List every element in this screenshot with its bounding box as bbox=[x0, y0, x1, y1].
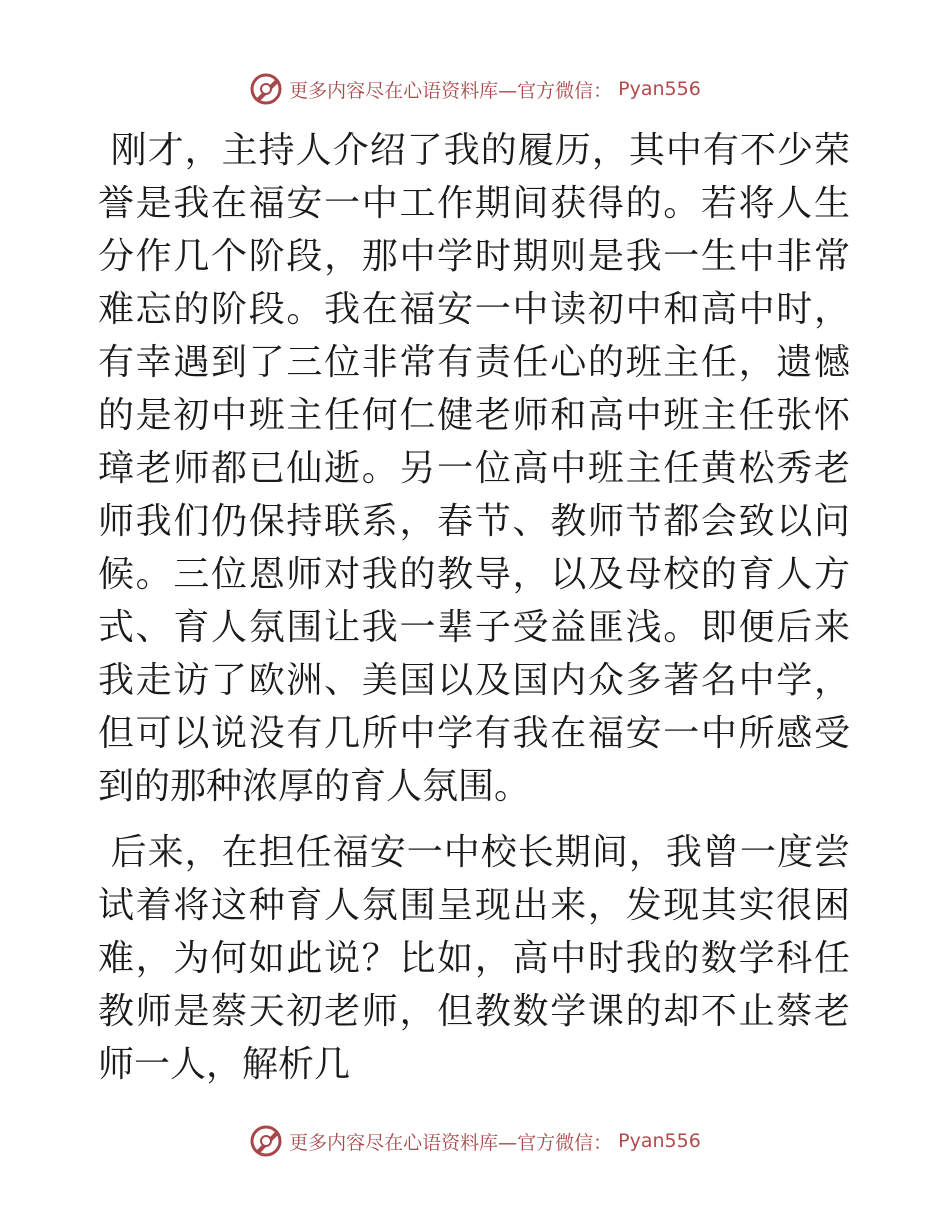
quill-seal-icon bbox=[249, 72, 283, 106]
wechat-id: Pyan556 bbox=[618, 1130, 701, 1152]
watermark-text: 更多内容尽在心语资料库—官方微信： bbox=[289, 1131, 613, 1154]
document-body bbox=[98, 124, 850, 1091]
wechat-id: Pyan556 bbox=[618, 78, 701, 100]
watermark-text: 更多内容尽在心语资料库—官方微信： bbox=[289, 79, 613, 102]
footer-watermark-banner bbox=[0, 1124, 950, 1158]
quill-seal-icon bbox=[249, 1124, 283, 1158]
paragraph-1: 刚才，主持人介绍了我的履历，其中有不少荣誉是我在福安一中工作期间获得的。若将人生分作几个阶段，那中学时期则是我一生中非常难忘的阶段。我在福安一中读初中和高中时，有幸遇到了三位非常有责任心的班主任，遗憾的是初中班主任何仁健老师和高中班主任张怀璋老师都已仙逝。另一位高中班主任黄松秀老师我们仍保持联系，春节、教师节都会致以问候。三位恩师对我的教导，以及母校的育人方式、育人氛围让我一辈子受益匪浅。即便后来我走访了欧洲、美国以及国内众多著名中学，但可以说没有几所中学有我在福安一中所感受到的那种浓厚的育人氛围。 bbox=[98, 130, 850, 807]
header-watermark-banner bbox=[0, 72, 950, 106]
paragraph-2: 后来，在担任福安一中校长期间，我曾一度尝试着将这种育人氛围呈现出来，发现其实很困难，为何如此说？比如，高中时我的数学科任教师是蔡天初老师，但教数学课的却不止蔡老师一人，解析几 bbox=[98, 832, 850, 1085]
